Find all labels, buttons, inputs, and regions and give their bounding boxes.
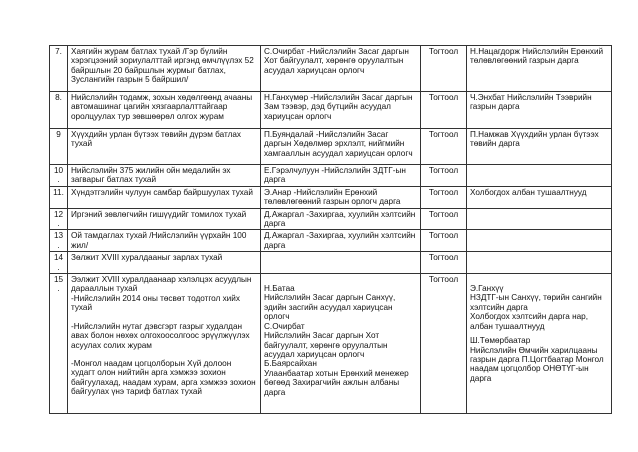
row-responsible: Е.Гэрэлчулуун -Нийслэлийн ЗДТГ-ын дарга: [261, 165, 421, 187]
row-topic: Хүүхдийн урлан бүтээх төвийн дүрэм батлах тухай: [68, 129, 261, 165]
row-responsible: Д.Ажаргал -Захиргаа, хуулийн хэлтсийн дарга: [261, 230, 421, 252]
row-responsible: Д.Ажаргал -Захиргаа, хуулийн хэлтсийн дарга: [261, 208, 421, 230]
row-executor: [467, 252, 612, 274]
row-responsible: Н.Ганхүмөр -Нийслэлийн Засаг даргын Зам тээвэр, дэд бүтцийн асуудал хариуцсан орлогч: [261, 92, 421, 129]
row-executor: [467, 165, 612, 187]
row-number: 11.: [50, 186, 68, 208]
row-number: 15.: [50, 274, 68, 414]
row-executor: [467, 274, 612, 414]
row-number: 10.: [50, 165, 68, 187]
row-responsible: [261, 252, 421, 274]
row-topic: Хаягийн журам батлах тухай /Гэр бүлийн хэрэгцээний зориулалттай иргэнд өмчлүүлэх 52 байршлын 20 байршлын журмыг батлах, Зуслангийн газрын 5 байршил/: [68, 46, 261, 92]
row-responsible: П.Буяндалай -Нийслэлийн Засаг даргын Хөдөлмөр эрхлэлт, нийгмийн хамгааллын асуудал хариуцсан орлогч: [261, 129, 421, 165]
executor-name: Холбогдох хэлтсийн дарга нар, албан тушаалтнууд: [470, 312, 588, 331]
row-responsible: Э.Анар -Нийслэлийн Ерөнхий төлөвлөгөөний газрын орлогч дарга: [261, 186, 421, 208]
table-row: [50, 274, 612, 414]
table-row: [50, 230, 612, 252]
row-topic: Хүндэтгэлийн чулуун самбар байршуулах тухай: [68, 186, 261, 208]
table-row: [50, 208, 612, 230]
executor-name: Ш.Төмөрбаатар: [470, 336, 531, 346]
item-topic-sub: -Нийслэлийн 2014 оны төсвөт тодотгол хийх тухай: [71, 293, 240, 313]
row-executor: Ч.Энхбат Нийслэлийн Тээврийн газрын дарга: [467, 92, 612, 129]
row-topic: Нийслэлийн тодамж, зохын хөдөлгөөнд ачааны автомашинаг цагийн хязгаарлалттайгаар оролцуулах тур зөвшөөрөл олгох журам: [68, 92, 261, 129]
row-executor: [467, 208, 612, 230]
responsible-title: Нийслэлийн Засаг даргын Хот байгуулалт, хөрөнгө оруулалтын асуудал хариуцсан орлогч: [264, 331, 388, 359]
responsible-name: Н.Батаа: [264, 284, 295, 294]
row-status: Тогтоол: [421, 129, 467, 165]
row-status: Тогтоол: [421, 46, 467, 92]
row-topic: Нийслэлийн 375 жилийн ойн медалийн эх загварыг батлах тухай: [68, 165, 261, 187]
row-status: Тогтоол: [421, 92, 467, 129]
row-number: 14.: [50, 252, 68, 274]
row-topic: Зөлжит XVIII хуралдааныг зарлах тухай: [68, 252, 261, 274]
row-status: Тогтоол: [421, 230, 467, 252]
table-row: [50, 129, 612, 165]
row-topic: Иргэний зөвлөгчийн гишүүдийг томилох тухай: [68, 208, 261, 230]
row-topic: [68, 274, 261, 414]
table-row: [50, 46, 612, 92]
table-row: [50, 92, 612, 129]
table-row: [50, 165, 612, 187]
table-row: [50, 186, 612, 208]
row-executor: [467, 230, 612, 252]
row-executor: Н.Нацагдорж Нийслэлийн Ерөнхий төлөвлөгөөний газрын дарга: [467, 46, 612, 92]
executor-name: Э.Ганхүү: [470, 284, 504, 294]
responsible-name: С.Очирбат: [264, 321, 305, 331]
row-executor: Холбогдох албан тушаалтнууд: [467, 186, 612, 208]
row-status: Тогтоол: [421, 208, 467, 230]
row-number: 12.: [50, 208, 68, 230]
row-status: Тогтоол: [421, 165, 467, 187]
row-topic: Ой тамдаглах тухай /Нийслэлийн үүрхайн 100 жил/: [68, 230, 261, 252]
row-responsible: С.Очирбат -Нийслэлийн Засаг даргын Хот байгуулалт, хөрөнгө оруулалтын асуудал хариуцсан орлогч: [261, 46, 421, 92]
item-topic-main: Ээлжит XVIII хуралдаанаар хэлэлцэх асуудлын дарааллын тухай: [71, 275, 252, 294]
item-topic-sub: -Монгол наадам цогцолборын Хүй долоон худагт олон нийтийн арга хэмжээ зохион байгуулахад, наадам хурам, арга хэмжээ зохион байгуулах үнэ тариф батлах тухай: [71, 358, 256, 397]
responsible-title: Нийслэлийн Засаг даргын Санхүү, эдийн засгийн асуудал хариуцсан орлогч: [264, 293, 396, 322]
row-status: Тогтоол: [421, 186, 467, 208]
executor-title: Нийслэлийн Өмчийн харилцааны газрын дарга П.Цогтбаатар Монгол наадам цогцолбор ОНӨТҮГ-ын дарга: [470, 345, 604, 383]
row-number: 13.: [50, 230, 68, 252]
row-status: Тогтоол: [421, 274, 467, 414]
row-number: 8.: [50, 92, 68, 129]
row-executor: П.Намжав Хүүхдийн урлан бүтээх төвийн дарга: [467, 129, 612, 165]
row-responsible: [261, 274, 421, 414]
responsible-name: Б.Баярсайхан: [264, 359, 317, 369]
table-row: [50, 252, 612, 274]
item-topic-sub: -Нийслэлийн нутаг дэвсгэрт газрыг худалдан авах болон нөхөх олгохоосолгоос эрүүлжүүлэх асуулах солих журам: [71, 321, 250, 350]
row-status: Тогтоол: [421, 252, 467, 274]
row-number: 9: [50, 129, 68, 165]
executor-title: НЗДТГ-ын Санхүү, төрийн сангийн хэлтсийн дарга: [470, 293, 602, 312]
row-number: 7.: [50, 46, 68, 92]
responsible-title: Улаанбаатар хотын Ерөнхий менежер бөгөөд Захирагчийн ажлын албаны дарга: [264, 368, 409, 397]
decisions-table: [49, 45, 612, 414]
